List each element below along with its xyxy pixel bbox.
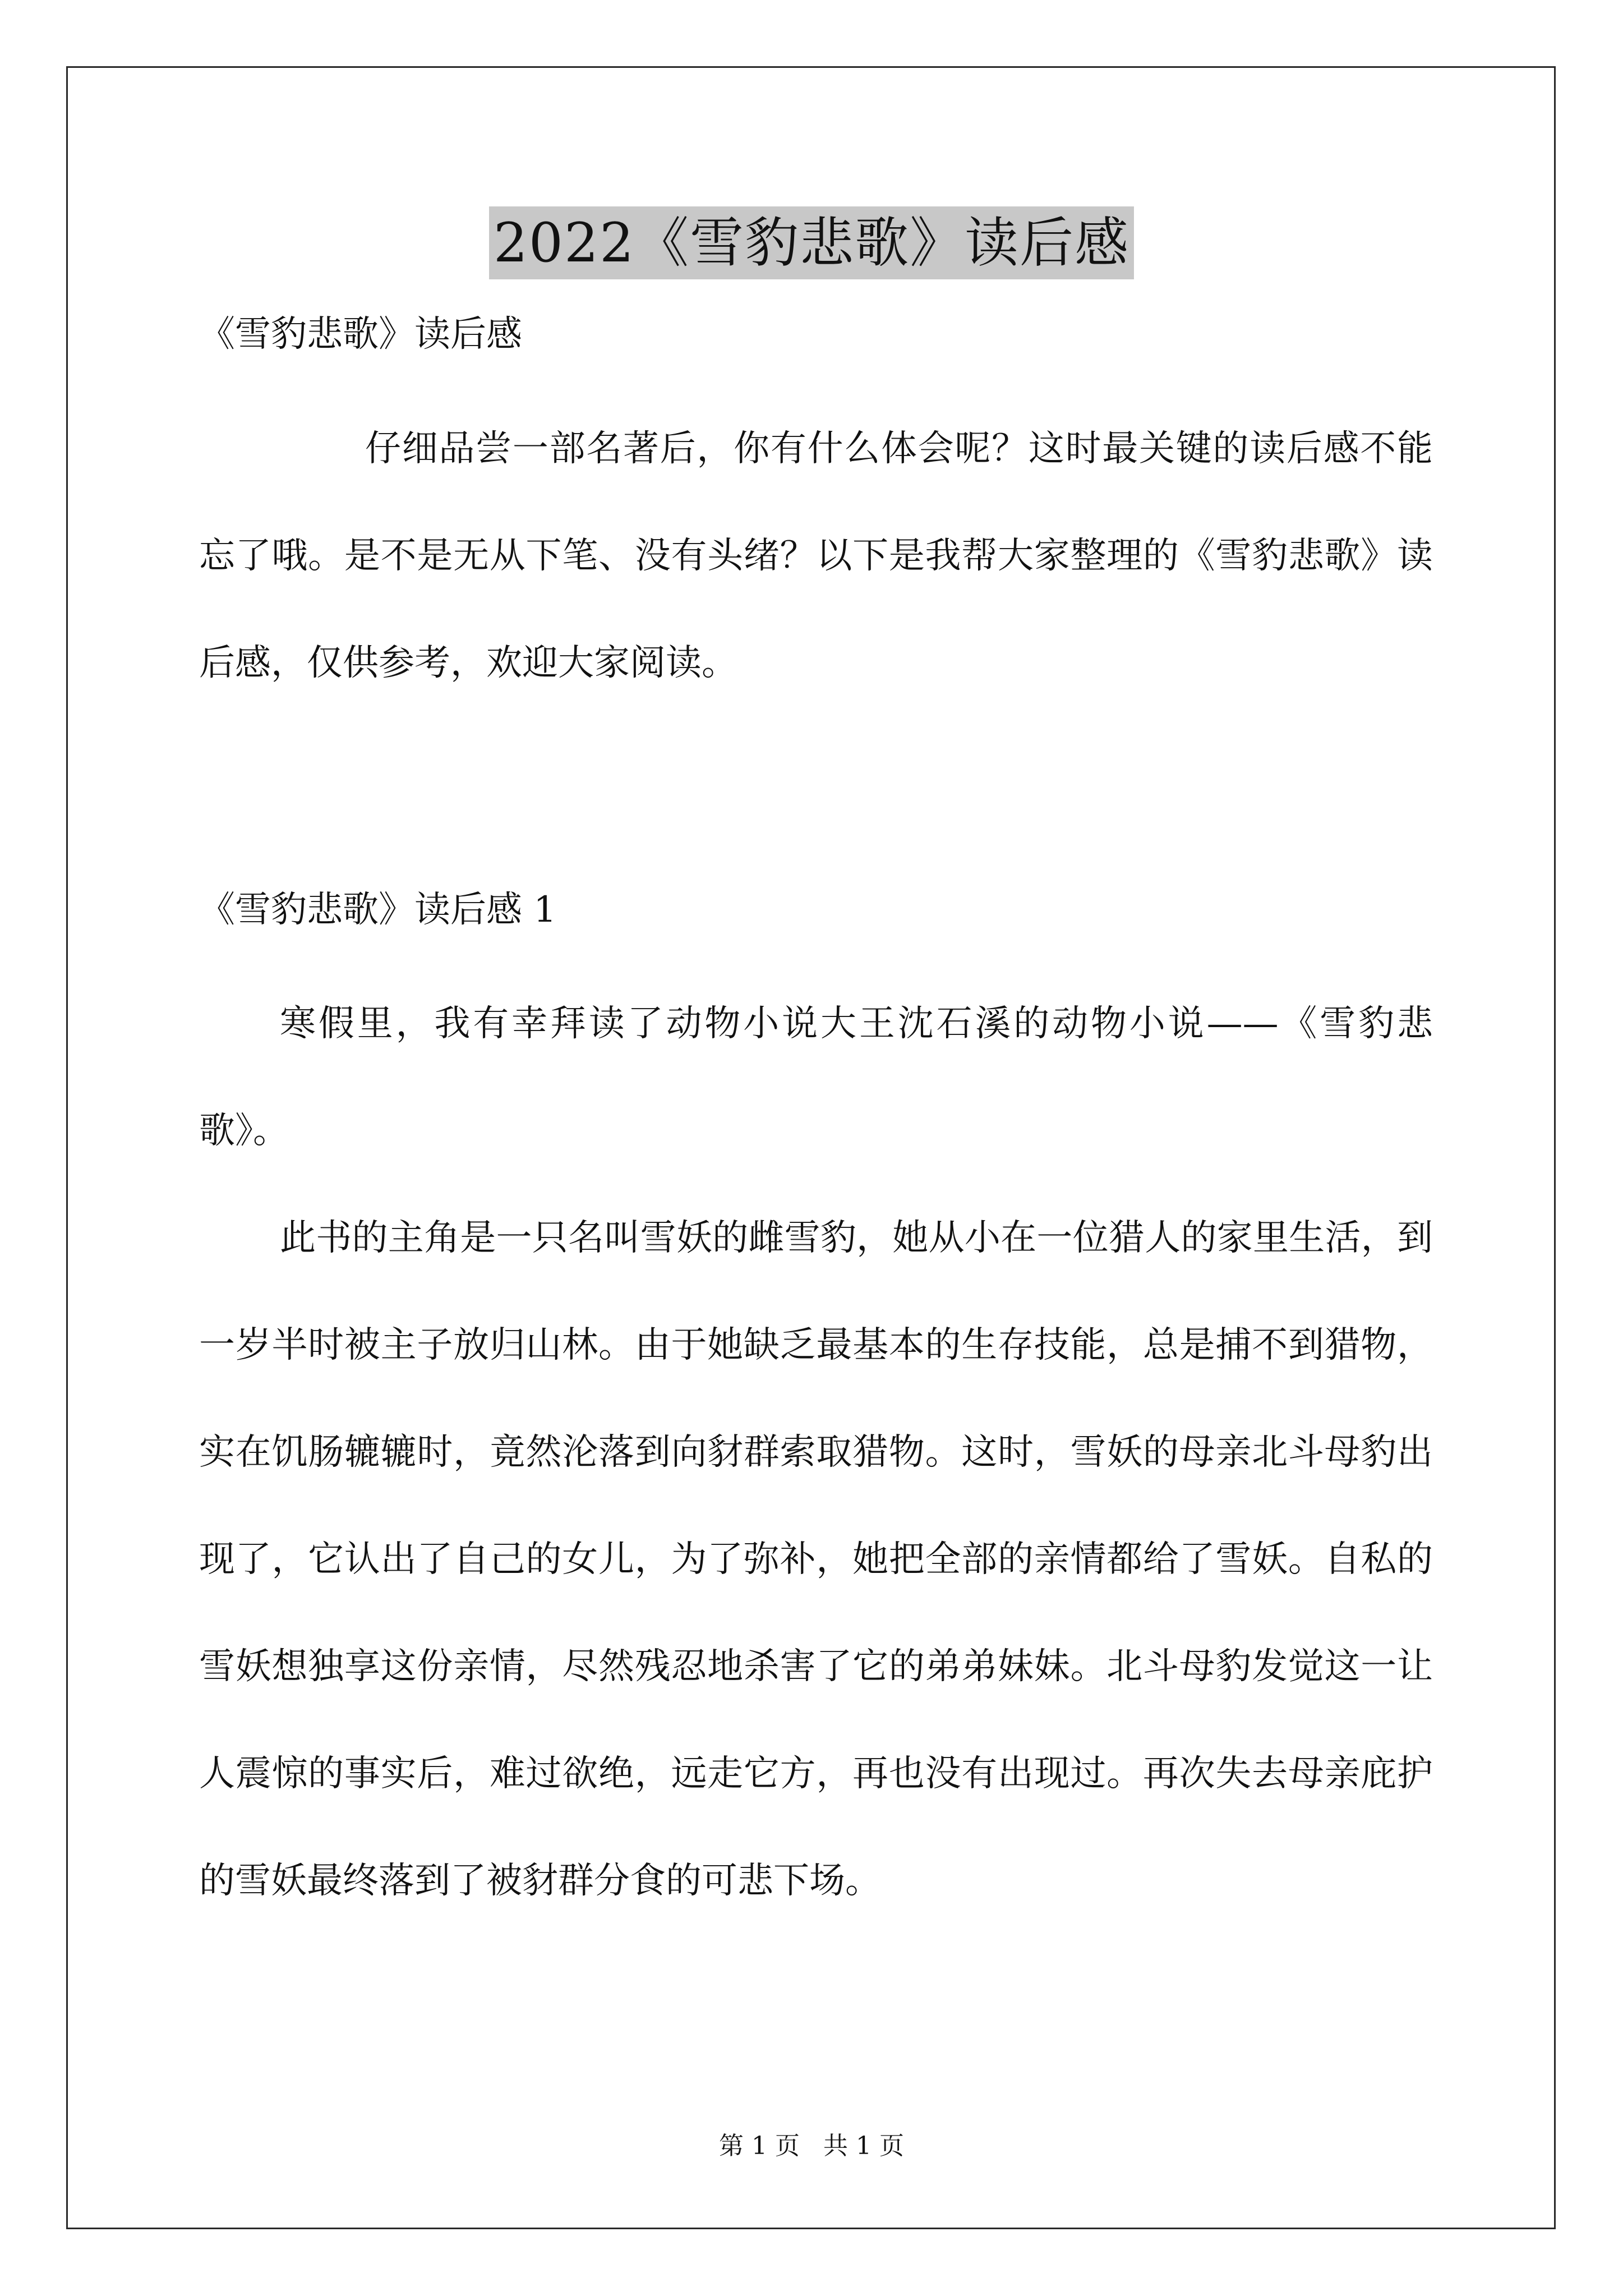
document-title: 2022《雪豹悲歌》读后感	[489, 206, 1134, 279]
page-total: 共 1 页	[823, 2132, 904, 2160]
page-number: 第 1 页	[719, 2132, 800, 2160]
body-paragraph-2: 此书的主角是一只名叫雪妖的雌雪豹，她从小在一位猎人的家里生活，到一岁半时被主子放归山林。由于她缺乏最基本的生存技能，总是捕不到猎物，实在饥肠辘辘时，竟然沦落到向豺群索取猎物。这时，雪妖的母亲北斗母豹出现了，它认出了自己的女儿，为了弥补，她把全部的亲情都给了雪妖。自私的雪妖想独享这份亲情，尽然残忍地杀害了它的弟弟妹妹。北斗母豹发觉这一让人震惊的事实后，难过欲绝，远走它方，再也没有出现过。再次失去母亲庇护的雪妖最终落到了被豺群分食的可悲下场。	[199, 1217, 1433, 1902]
intro-heading: 《雪豹悲歌》读后感	[199, 314, 522, 355]
page-footer	[0, 2129, 1623, 2163]
section-heading: 《雪豹悲歌》读后感 1	[199, 889, 557, 931]
intro-heading-block	[199, 312, 1433, 357]
intro-paragraph: 仔细品尝一部名著后，你有什么体会呢？这时最关键的读后感不能忘了哦。是不是无从下笔、没有头绪？以下是我帮大家整理的《雪豹悲歌》读后感，仅供参考，欢迎大家阅读。	[199, 428, 1433, 684]
section-heading-block	[199, 887, 1433, 932]
body-block	[199, 970, 1433, 1935]
intro-block	[199, 395, 1433, 717]
title-container	[0, 206, 1623, 279]
body-paragraph-1: 寒假里，我有幸拜读了动物小说大王沈石溪的动物小说——《雪豹悲歌》。	[199, 1003, 1433, 1152]
